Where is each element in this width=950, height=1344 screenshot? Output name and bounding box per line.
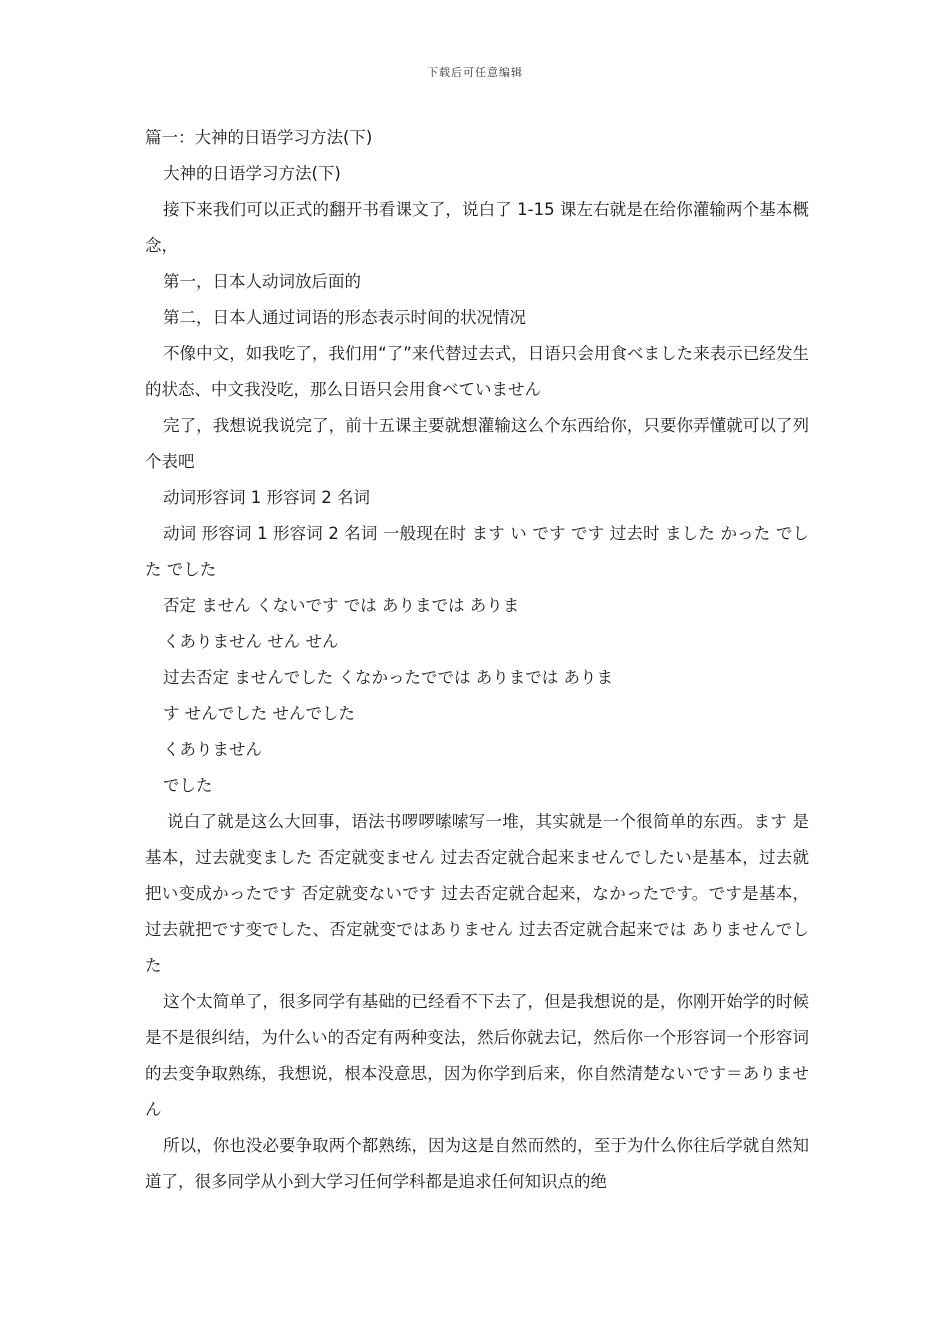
table-line: 过去否定 ませんでした くなかったででは ありまでは ありま bbox=[163, 668, 613, 687]
paragraph: 第二，日本人通过词语的形态表示时间的状况情况 bbox=[163, 308, 526, 327]
table-line: でした bbox=[163, 776, 213, 795]
table-line: くありません bbox=[163, 740, 262, 759]
paragraph: 所以，你也没必要争取两个都熟练，因为这是自然而然的，至于为什么你往后学就自然知道了，很多同学从小到大学习任何学科都是追求任何知识点的绝 bbox=[145, 1136, 809, 1191]
paragraph: 第一，日本人动词放后面的 bbox=[163, 272, 361, 291]
paragraph: 不像中文，如我吃了，我们用“了”来代替过去式，日语只会用食べました来表示已经发生的状态、中文我没吃，那么日语只会用食べていません bbox=[145, 344, 809, 399]
table-line: 否定 ません くないです では ありまでは ありま bbox=[163, 596, 520, 615]
paragraph: 这个太简单了，很多同学有基础的已经看不下去了，但是我想说的是，你刚开始学的时候是不是很纠结，为什么い的否定有两种变法，然后你就去记，然后你一个形容词一个形容词的去变争取熟练，我想说，根本没意思，因为你学到后来，你自然清楚ないです＝ありません bbox=[145, 992, 809, 1119]
table-line: 动词形容词 1 形容词 2 名词 bbox=[163, 488, 370, 507]
paragraph: 接下来我们可以正式的翻开书看课文了，说白了 1-15 课左右就是在给你灌输两个基本概念， bbox=[145, 200, 809, 255]
doc-title: 篇一：大神的日语学习方法(下) bbox=[145, 128, 373, 147]
document-body bbox=[145, 120, 809, 1200]
paragraph: 说白了就是这么大回事，语法书啰啰嗦嗦写一堆，其实就是一个很简单的东西。ます 是基本，过去就变ました 否定就变ません 过去否定就合起来ませんでしたい是基本，过去就把い变成かったです 否定就变ないです 过去否定就合起来，なかったです。です是基本，过去就把です变でした、否定就变ではありません 过去否定就合起来では ありませんでした bbox=[145, 812, 809, 975]
page-header: 下载后可任意编辑 bbox=[427, 66, 523, 79]
table-line: くありません せん せん bbox=[163, 632, 339, 651]
table-line: 动词 形容词 1 形容词 2 名词 一般现在时 ます い です です 过去时 ました かった でした でした bbox=[145, 524, 809, 579]
doc-subtitle: 大神的日语学习方法(下) bbox=[163, 164, 341, 183]
table-line: す せんでした せんでした bbox=[163, 704, 355, 723]
paragraph: 完了，我想说我说完了，前十五课主要就想灌输这么个东西给你，只要你弄懂就可以了列个表吧 bbox=[145, 416, 809, 471]
